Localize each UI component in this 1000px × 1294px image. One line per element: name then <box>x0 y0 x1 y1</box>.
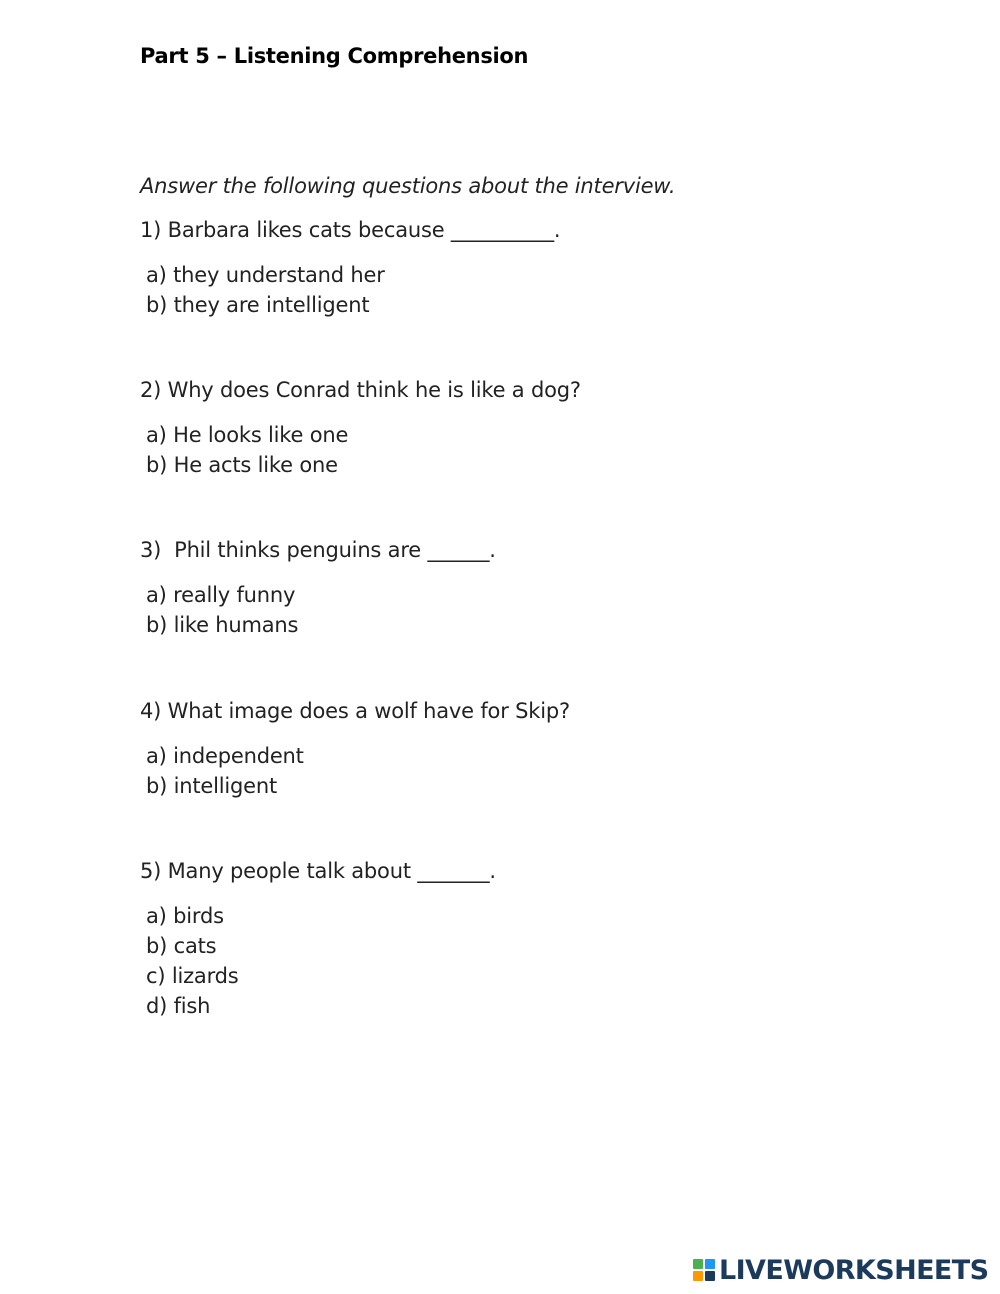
liveworksheets-logo <box>693 1253 988 1287</box>
question-2-option-a[interactable]: a) He looks like one <box>146 423 349 447</box>
question-1-text: 1) Barbara likes cats because __________. <box>140 218 561 242</box>
logo-square-blue <box>705 1259 715 1269</box>
instructions: Answer the following questions about the interview. <box>140 174 676 198</box>
question-3-option-a[interactable]: a) really funny <box>146 583 296 607</box>
question-1-option-a[interactable]: a) they understand her <box>146 263 385 287</box>
question-5-option-c[interactable]: c) lizards <box>146 964 239 988</box>
question-5-option-a[interactable]: a) birds <box>146 904 224 928</box>
logo-square-orange <box>693 1271 703 1281</box>
logo-mark-icon <box>693 1259 715 1281</box>
question-1-option-b[interactable]: b) they are intelligent <box>146 293 370 317</box>
question-4-option-a[interactable]: a) independent <box>146 744 304 768</box>
question-1-options <box>146 260 385 320</box>
logo-text: LIVEWORKSHEETS <box>719 1254 989 1286</box>
question-4-option-b[interactable]: b) intelligent <box>146 774 277 798</box>
question-5-options <box>146 901 239 1021</box>
question-3-options <box>146 580 298 640</box>
page-title: Part 5 – Listening Comprehension <box>140 44 529 68</box>
question-3-text: 3) Phil thinks penguins are ______. <box>140 538 496 562</box>
question-4-options <box>146 741 304 801</box>
question-2-options <box>146 420 348 480</box>
question-5-option-b[interactable]: b) cats <box>146 934 217 958</box>
question-2-text: 2) Why does Conrad think he is like a dog? <box>140 378 581 402</box>
question-2-option-b[interactable]: b) He acts like one <box>146 453 338 477</box>
question-4-text: 4) What image does a wolf have for Skip? <box>140 699 570 723</box>
question-5-text: 5) Many people talk about _______. <box>140 859 496 883</box>
question-5-option-d[interactable]: d) fish <box>146 994 211 1018</box>
logo-square-green <box>693 1259 703 1269</box>
question-3-option-b[interactable]: b) like humans <box>146 613 299 637</box>
logo-square-navy <box>705 1271 715 1281</box>
